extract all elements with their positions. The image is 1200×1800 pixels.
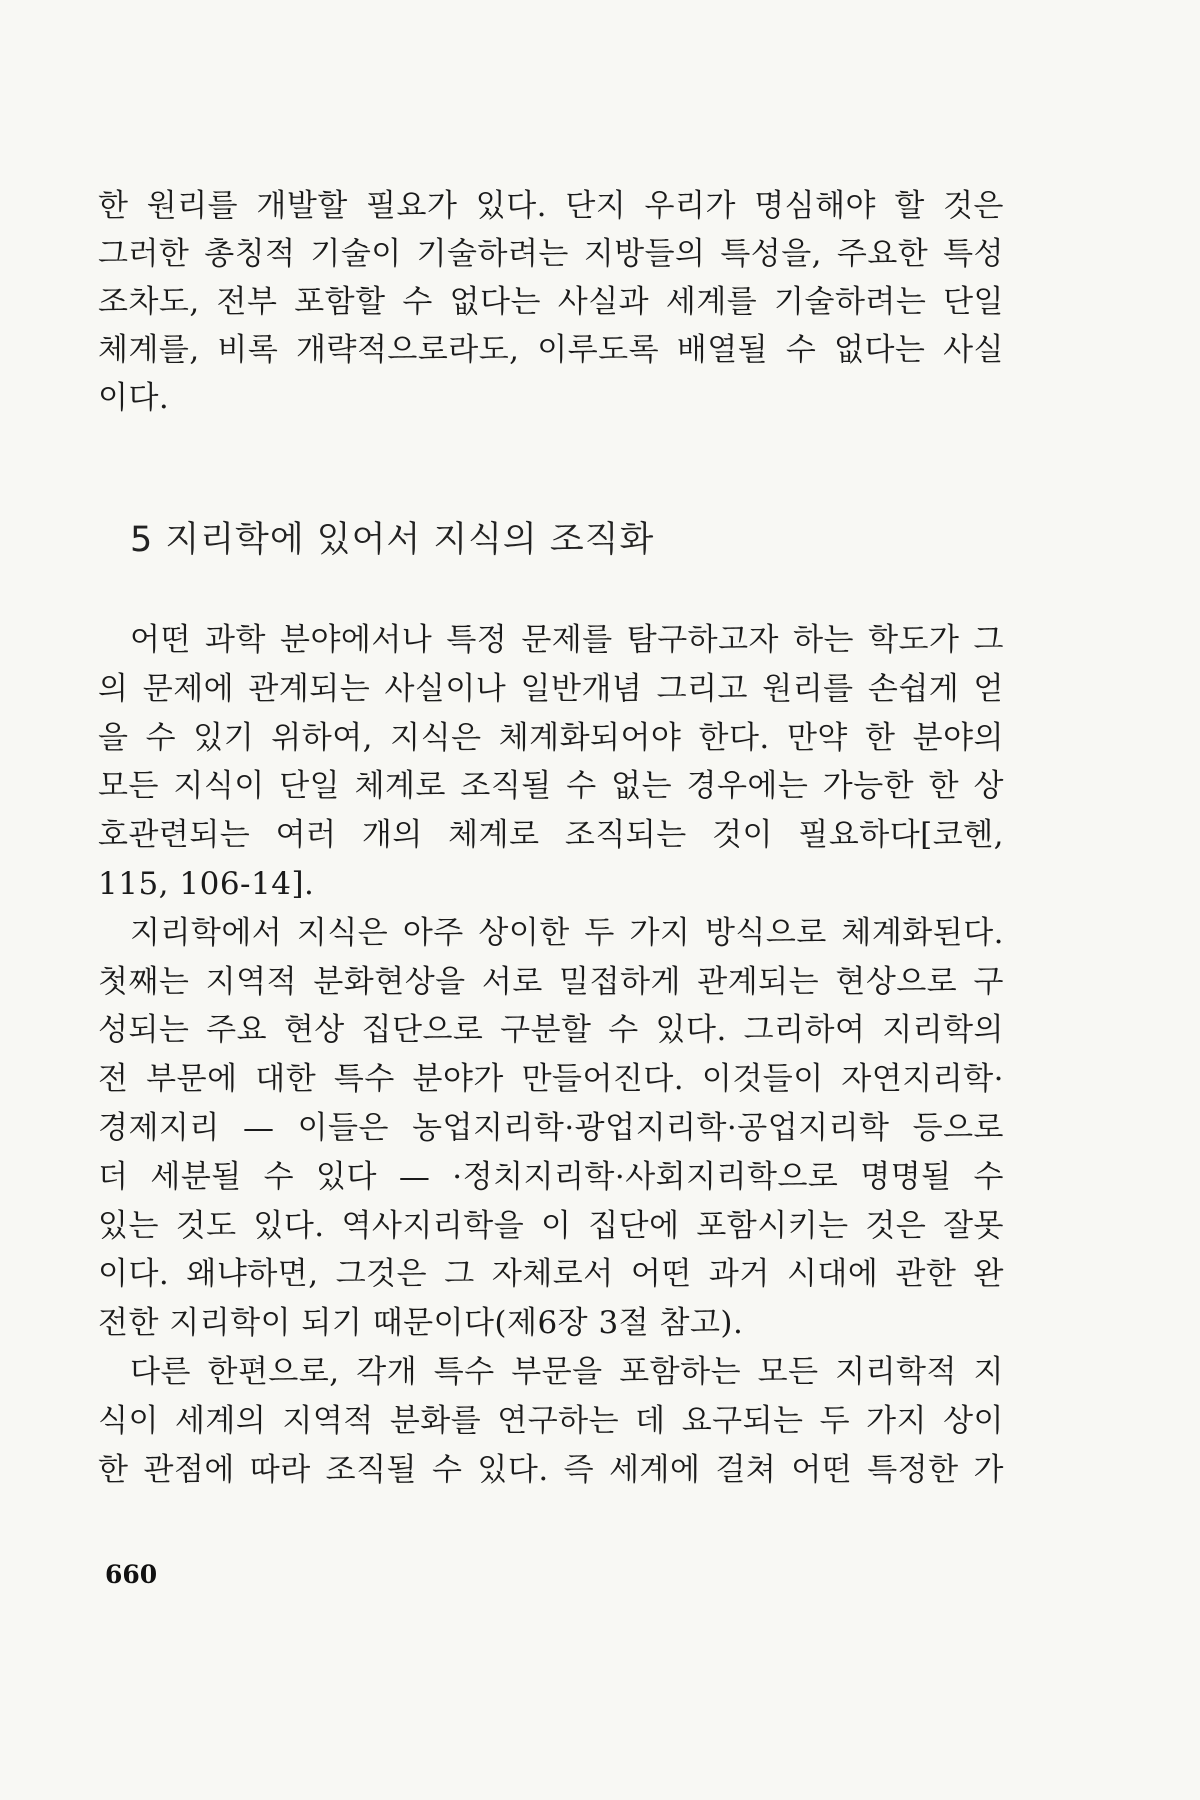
text-line: 경제지리 — 이들은 농업지리학·광업지리학·공업지리학 등으로 — [98, 1109, 1004, 1146]
text-line: 체계를, 비록 개략적으로라도, 이루도록 배열될 수 없다는 사실 — [98, 332, 1004, 368]
text-line: 첫째는 지역적 분화현상을 서로 밀접하게 관계되는 현상으로 구 — [98, 963, 1004, 1000]
text-line: 의 문제에 관계되는 사실이나 일반개념 그리고 원리를 손쉽게 얻 — [98, 670, 1004, 707]
text-line: 호관련되는 여러 개의 체계로 조직되는 것이 필요하다[코헨, — [98, 817, 1004, 854]
text-line: 성되는 주요 현상 집단으로 구분할 수 있다. 그리하여 지리학의 — [98, 1012, 1004, 1049]
text-line: 을 수 있기 위하여, 지식은 체계화되어야 한다. 만약 한 분야의 — [98, 719, 1004, 756]
text-line: 전 부문에 대한 특수 분야가 만들어진다. 이것들이 자연지리학· — [98, 1061, 1004, 1098]
text-line: 이다. 왜냐하면, 그것은 그 자체로서 어떤 과거 시대에 관한 완 — [98, 1256, 1004, 1293]
text-line: 지리학에서 지식은 아주 상이한 두 가지 방식으로 체계화된다. — [130, 914, 1004, 951]
text-line: 조차도, 전부 포함할 수 없다는 사실과 세계를 기술하려는 단일 — [98, 284, 1004, 320]
text-line: 그러한 총칭적 기술이 기술하려는 지방들의 특성을, 주요한 특성 — [98, 236, 1004, 272]
paragraph-3 — [98, 1348, 1004, 1494]
text-line: 전한 지리학이 되기 때문이다(제6장 3절 참고). — [98, 1305, 744, 1342]
text-line: 있는 것도 있다. 역사지리학을 이 집단에 포함시키는 것은 잘못 — [98, 1207, 1004, 1244]
paragraph-2 — [98, 909, 1004, 1348]
text-line: 이다. — [98, 380, 170, 416]
text-line: 모든 지식이 단일 체계로 조직될 수 없는 경우에는 가능한 한 상 — [98, 768, 1004, 805]
main-text — [98, 616, 1004, 1494]
section-heading: 5 지리학에 있어서 지식의 조직화 — [130, 520, 655, 560]
top-paragraph — [98, 182, 1004, 422]
text-line: 115, 106-14]. — [98, 865, 315, 902]
text-line: 식이 세계의 지역적 분화를 연구하는 데 요구되는 두 가지 상이 — [98, 1402, 1004, 1439]
text-line: 한 원리를 개발할 필요가 있다. 단지 우리가 명심해야 할 것은 — [98, 188, 1004, 224]
text-line: 한 관점에 따라 조직될 수 있다. 즉 세계에 걸쳐 어떤 특정한 가 — [98, 1451, 1004, 1488]
text-line: 다른 한편으로, 각개 특수 부문을 포함하는 모든 지리학적 지 — [130, 1353, 1004, 1390]
paragraph-1 — [98, 616, 1004, 909]
text-line: 더 세분될 수 있다 — ·정치지리학·사회지리학으로 명명될 수 — [98, 1158, 1004, 1195]
page-number: 660 — [105, 1560, 158, 1589]
text-line: 어떤 과학 분야에서나 특정 문제를 탐구하고자 하는 학도가 그 — [130, 622, 1004, 658]
